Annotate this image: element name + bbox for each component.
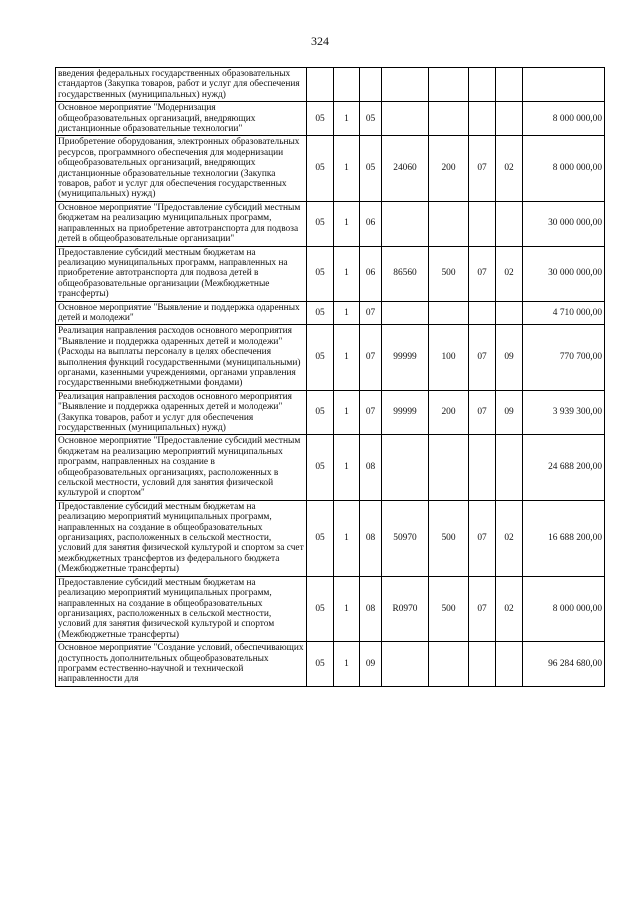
program-code-cell: 05 bbox=[307, 435, 334, 500]
expense-type-cell: 500 bbox=[429, 246, 469, 301]
table-body bbox=[56, 68, 605, 687]
section-cell: 07 bbox=[469, 246, 496, 301]
row-name-cell: Предоставление субсидий местным бюджетам на реализацию мероприятий муниципальных программ, направленных на создание в общеобразовательных организациях, расположенных в сельской местности, условий для занятия физической культурой и спортом за счет межбюджетных трансфертов из федерального бюджета (Межбюджетные трансферты) bbox=[56, 500, 307, 576]
expense-type-cell bbox=[429, 102, 469, 136]
amount-cell: 30 000 000,00 bbox=[523, 201, 605, 246]
amount-cell: 96 284 680,00 bbox=[523, 642, 605, 687]
program-code-cell: 05 bbox=[307, 102, 334, 136]
event-code-cell: 05 bbox=[360, 136, 382, 201]
row-name-cell: Основное мероприятие "Выявление и поддержка одаренных детей и молодежи" bbox=[56, 301, 307, 325]
event-code-cell: 06 bbox=[360, 201, 382, 246]
subprogram-code-cell: 1 bbox=[334, 390, 360, 435]
subsection-cell: 02 bbox=[496, 576, 523, 641]
direction-code-cell: 50970 bbox=[382, 500, 429, 576]
expense-type-cell: 200 bbox=[429, 390, 469, 435]
expense-type-cell: 200 bbox=[429, 136, 469, 201]
direction-code-cell: 24060 bbox=[382, 136, 429, 201]
subsection-cell bbox=[496, 642, 523, 687]
event-code-cell: 07 bbox=[360, 301, 382, 325]
direction-code-cell: R0970 bbox=[382, 576, 429, 641]
table-row bbox=[56, 325, 605, 390]
subsection-cell: 02 bbox=[496, 136, 523, 201]
subprogram-code-cell: 1 bbox=[334, 435, 360, 500]
amount-cell: 24 688 200,00 bbox=[523, 435, 605, 500]
section-cell bbox=[469, 642, 496, 687]
table-row bbox=[56, 642, 605, 687]
subsection-cell bbox=[496, 201, 523, 246]
row-name-cell: Реализация направления расходов основного мероприятия "Выявление и поддержка одаренных детей и молодежи" (Расходы на выплаты персоналу в целях обеспечения выполнения функций государственными (муниципальными) органами, казенными учреждениями, органами управления государственными внебюджетными фондами) bbox=[56, 325, 307, 390]
amount-cell: 770 700,00 bbox=[523, 325, 605, 390]
program-code-cell: 05 bbox=[307, 642, 334, 687]
amount-cell bbox=[523, 68, 605, 102]
expense-type-cell: 500 bbox=[429, 500, 469, 576]
subsection-cell bbox=[496, 301, 523, 325]
table-row bbox=[56, 500, 605, 576]
expense-type-cell bbox=[429, 301, 469, 325]
event-code-cell: 07 bbox=[360, 325, 382, 390]
subsection-cell: 09 bbox=[496, 390, 523, 435]
direction-code-cell: 99999 bbox=[382, 325, 429, 390]
subprogram-code-cell: 1 bbox=[334, 246, 360, 301]
program-code-cell bbox=[307, 68, 334, 102]
table-row bbox=[56, 301, 605, 325]
program-code-cell: 05 bbox=[307, 136, 334, 201]
table-row bbox=[56, 576, 605, 641]
row-name-cell: Основное мероприятие "Модернизация общеобразовательных организаций, внедряющих дистанционные образовательные технологии" bbox=[56, 102, 307, 136]
amount-cell: 16 688 200,00 bbox=[523, 500, 605, 576]
budget-table bbox=[55, 67, 605, 687]
event-code-cell: 05 bbox=[360, 102, 382, 136]
direction-code-cell bbox=[382, 68, 429, 102]
section-cell bbox=[469, 102, 496, 136]
table-row bbox=[56, 435, 605, 500]
section-cell: 07 bbox=[469, 500, 496, 576]
amount-cell: 8 000 000,00 bbox=[523, 576, 605, 641]
program-code-cell: 05 bbox=[307, 500, 334, 576]
subprogram-code-cell: 1 bbox=[334, 576, 360, 641]
page-number: 324 bbox=[311, 34, 329, 48]
event-code-cell: 08 bbox=[360, 576, 382, 641]
direction-code-cell bbox=[382, 301, 429, 325]
amount-cell: 8 000 000,00 bbox=[523, 102, 605, 136]
section-cell: 07 bbox=[469, 325, 496, 390]
subprogram-code-cell: 1 bbox=[334, 102, 360, 136]
direction-code-cell bbox=[382, 201, 429, 246]
expense-type-cell: 500 bbox=[429, 576, 469, 641]
event-code-cell: 06 bbox=[360, 246, 382, 301]
table-row bbox=[56, 201, 605, 246]
direction-code-cell bbox=[382, 102, 429, 136]
table-row bbox=[56, 68, 605, 102]
subprogram-code-cell bbox=[334, 68, 360, 102]
program-code-cell: 05 bbox=[307, 576, 334, 641]
expense-type-cell: 100 bbox=[429, 325, 469, 390]
subsection-cell bbox=[496, 435, 523, 500]
subprogram-code-cell: 1 bbox=[334, 201, 360, 246]
amount-cell: 30 000 000,00 bbox=[523, 246, 605, 301]
event-code-cell: 08 bbox=[360, 435, 382, 500]
event-code-cell: 07 bbox=[360, 390, 382, 435]
amount-cell: 3 939 300,00 bbox=[523, 390, 605, 435]
event-code-cell: 08 bbox=[360, 500, 382, 576]
subprogram-code-cell: 1 bbox=[334, 325, 360, 390]
section-cell: 07 bbox=[469, 576, 496, 641]
subsection-cell: 02 bbox=[496, 246, 523, 301]
subsection-cell: 02 bbox=[496, 500, 523, 576]
table-row bbox=[56, 136, 605, 201]
direction-code-cell: 86560 bbox=[382, 246, 429, 301]
event-code-cell bbox=[360, 68, 382, 102]
subsection-cell bbox=[496, 102, 523, 136]
amount-cell: 8 000 000,00 bbox=[523, 136, 605, 201]
subprogram-code-cell: 1 bbox=[334, 500, 360, 576]
row-name-cell: Предоставление субсидий местным бюджетам на реализацию мероприятий муниципальных программ, направленных на создание в общеобразовательных организациях, расположенных в сельской местности, условий для занятия физической культурой и спортом (Межбюджетные трансферты) bbox=[56, 576, 307, 641]
table-row bbox=[56, 390, 605, 435]
subsection-cell bbox=[496, 68, 523, 102]
event-code-cell: 09 bbox=[360, 642, 382, 687]
section-cell: 07 bbox=[469, 136, 496, 201]
subsection-cell: 09 bbox=[496, 325, 523, 390]
subprogram-code-cell: 1 bbox=[334, 642, 360, 687]
section-cell bbox=[469, 435, 496, 500]
section-cell bbox=[469, 301, 496, 325]
program-code-cell: 05 bbox=[307, 301, 334, 325]
program-code-cell: 05 bbox=[307, 201, 334, 246]
row-name-cell: Основное мероприятие "Предоставление субсидий местным бюджетам на реализацию муниципальных программ, направленных на приобретение автотранспорта для подвоза детей в общеобразовательные организации" bbox=[56, 201, 307, 246]
direction-code-cell: 99999 bbox=[382, 390, 429, 435]
table-row bbox=[56, 102, 605, 136]
program-code-cell: 05 bbox=[307, 246, 334, 301]
section-cell bbox=[469, 68, 496, 102]
expense-type-cell bbox=[429, 642, 469, 687]
row-name-cell: Реализация направления расходов основного мероприятия "Выявление и поддержка одаренных детей и молодежи" (Закупка товаров, работ и услуг для обеспечения государственных (муниципальных) нужд) bbox=[56, 390, 307, 435]
expense-type-cell bbox=[429, 201, 469, 246]
subprogram-code-cell: 1 bbox=[334, 301, 360, 325]
table-row bbox=[56, 246, 605, 301]
section-cell: 07 bbox=[469, 390, 496, 435]
row-name-cell: Предоставление субсидий местным бюджетам на реализацию муниципальных программ, направленных на приобретение автотранспорта для подвоза детей в общеобразовательные организации (Межбюджетные трансферты) bbox=[56, 246, 307, 301]
expense-type-cell bbox=[429, 435, 469, 500]
row-name-cell: Приобретение оборудования, электронных образовательных ресурсов, программного обеспечения для модернизации общеобразовательных организаций, внедряющих дистанционные образовательные технологии (Закупка товаров, работ и услуг для обеспечения государственных (муниципальных) нужд) bbox=[56, 136, 307, 201]
row-name-cell: Основное мероприятие "Создание условий, обеспечивающих доступность дополнительных общеобразовательных программ естественно-научной и технической направленности для bbox=[56, 642, 307, 687]
expense-type-cell bbox=[429, 68, 469, 102]
amount-cell: 4 710 000,00 bbox=[523, 301, 605, 325]
subprogram-code-cell: 1 bbox=[334, 136, 360, 201]
program-code-cell: 05 bbox=[307, 390, 334, 435]
row-name-cell: введения федеральных государственных образовательных стандартов (Закупка товаров, работ и услуг для обеспечения государственных (муниципальных) нужд) bbox=[56, 68, 307, 102]
row-name-cell: Основное мероприятие "Предоставление субсидий местным бюджетам на реализацию мероприятий муниципальных программ, направленных на создание в общеобразовательных организациях, расположенных в сельской местности, условий для занятия физической культурой и спортом" bbox=[56, 435, 307, 500]
direction-code-cell bbox=[382, 642, 429, 687]
direction-code-cell bbox=[382, 435, 429, 500]
program-code-cell: 05 bbox=[307, 325, 334, 390]
section-cell bbox=[469, 201, 496, 246]
